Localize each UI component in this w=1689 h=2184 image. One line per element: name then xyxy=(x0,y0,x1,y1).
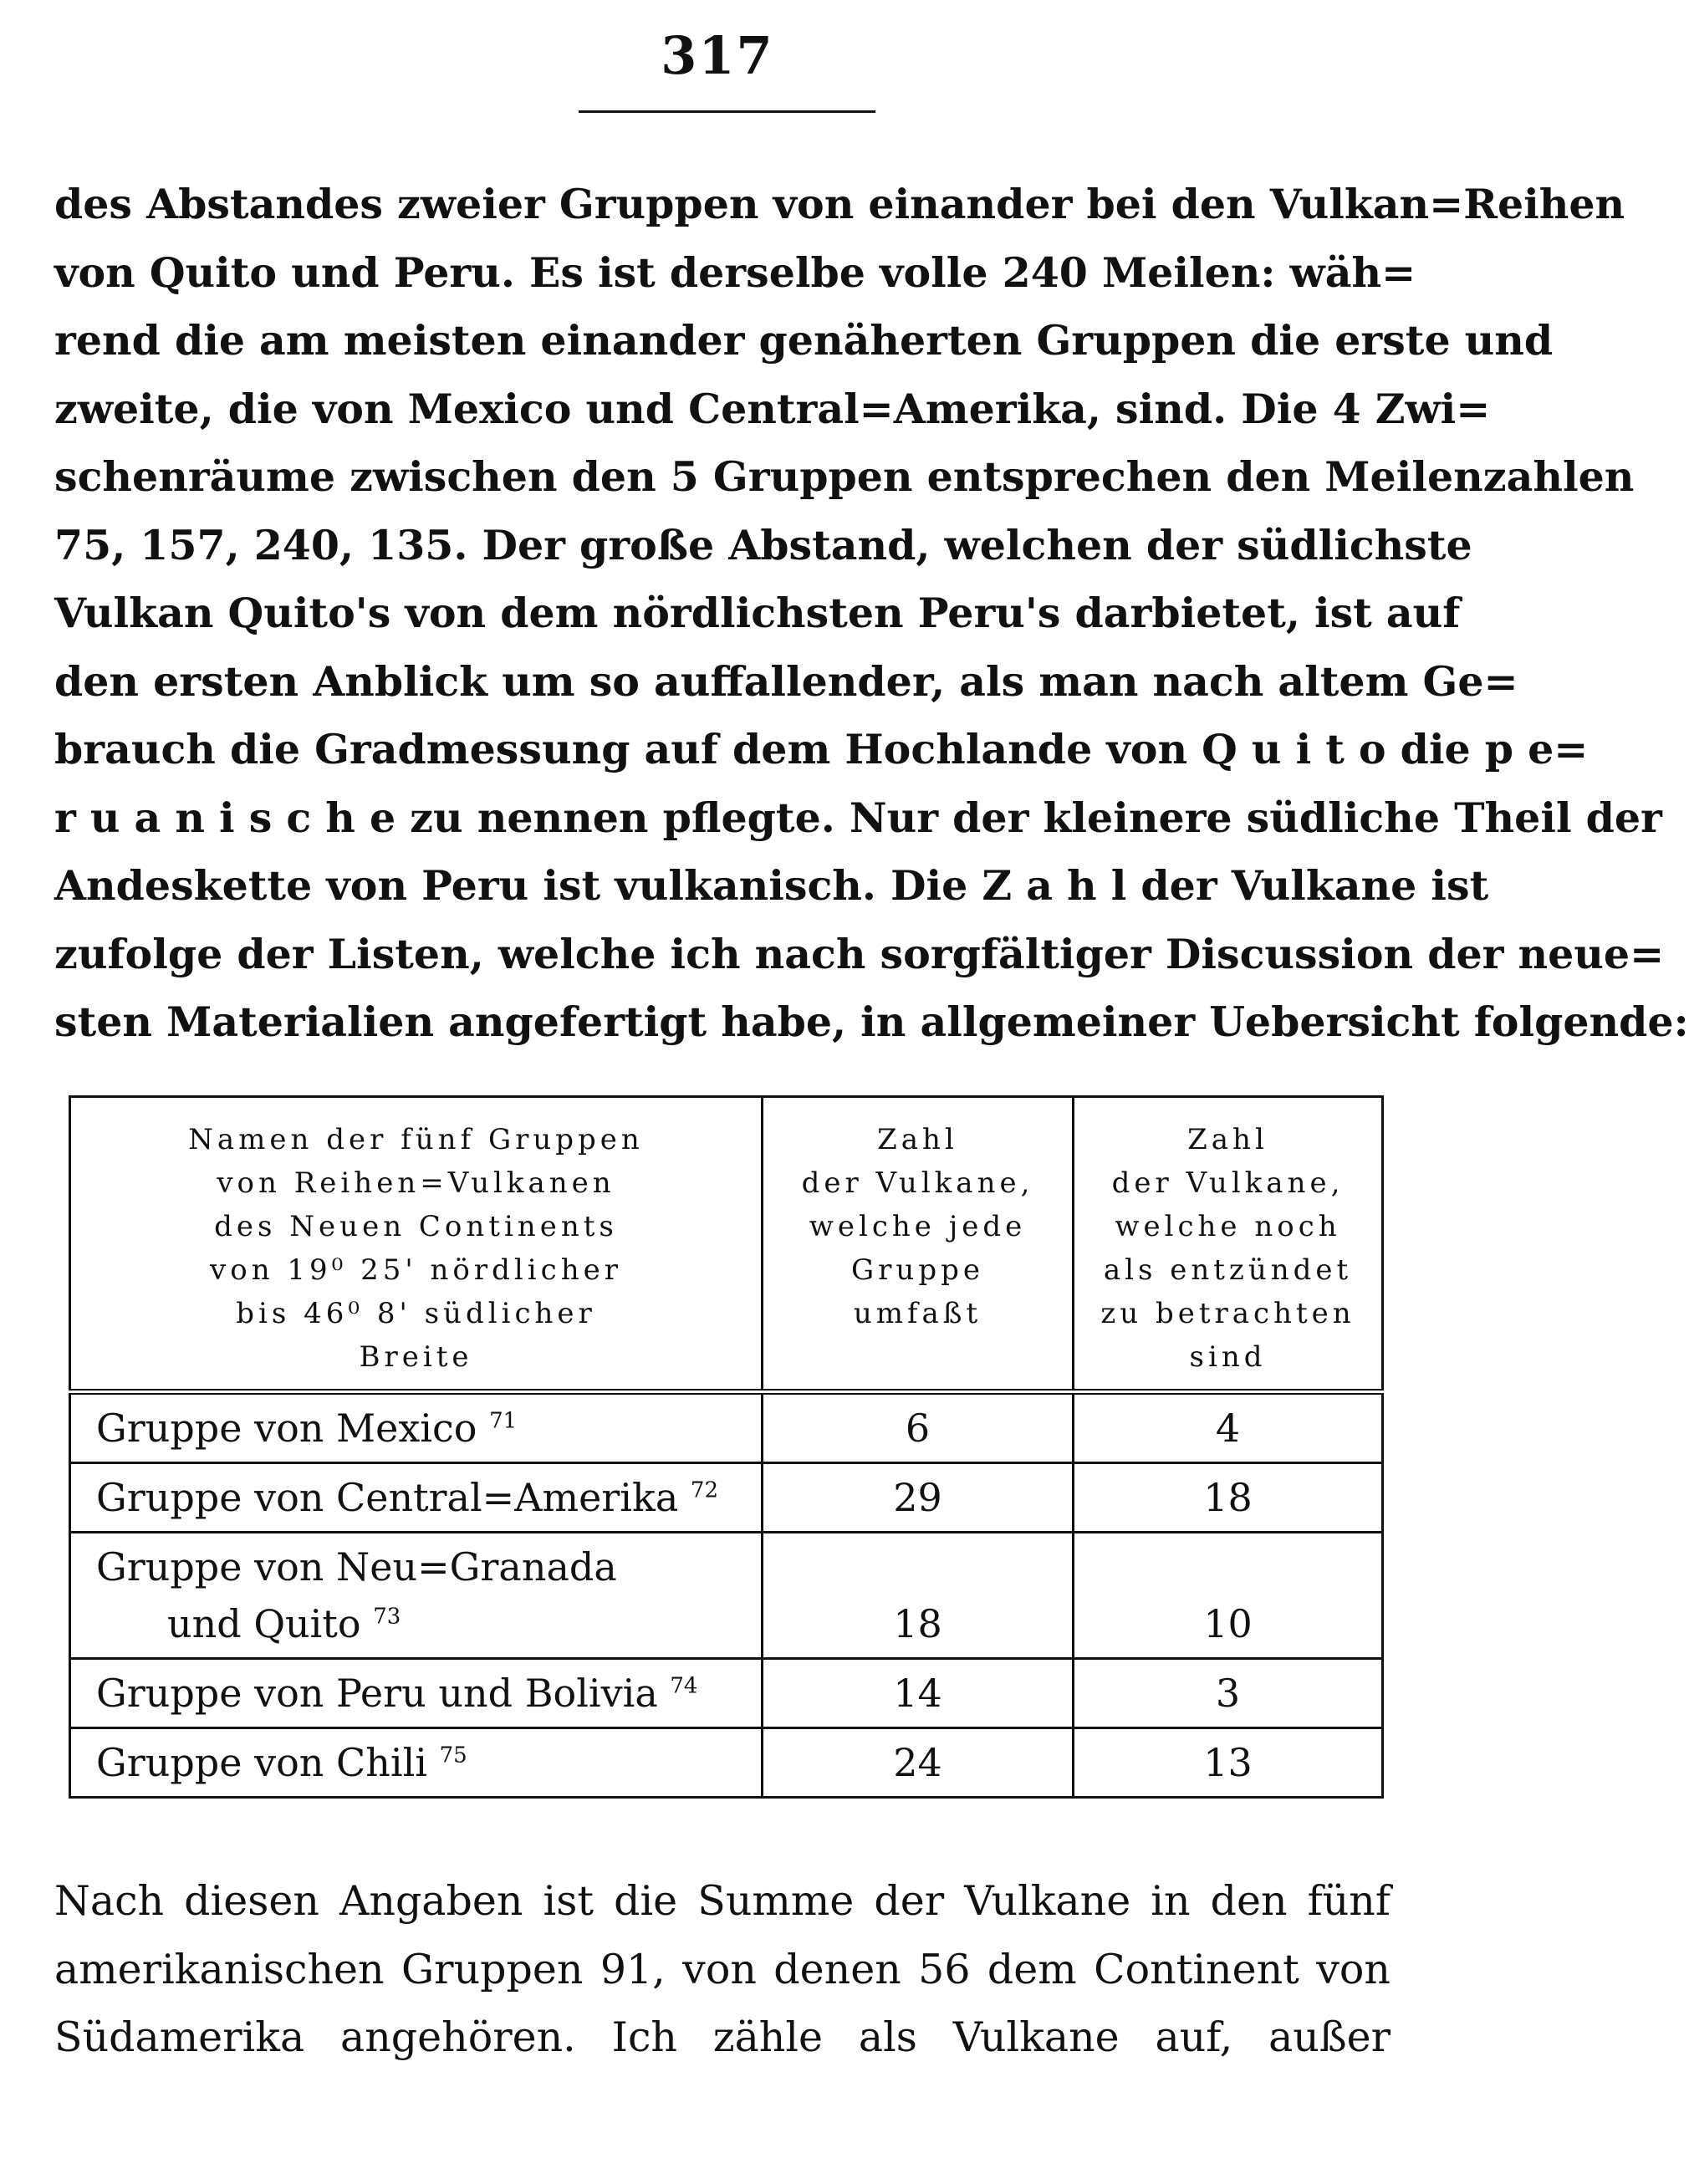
header-line: von 19⁰ 25' nördlicher xyxy=(210,1253,622,1287)
text-line: sten Materialien angefertigt habe, in allgemeiner Uebersicht folgende: xyxy=(54,998,1689,1046)
text-line: Südamerika angehören. Ich zähle als Vulkane auf, außer xyxy=(54,2013,1390,2061)
header-line: Breite xyxy=(359,1340,473,1374)
text-line: von Quito und Peru. Es ist derselbe volle 240 Meilen: wäh= xyxy=(54,247,1416,297)
header-line: Gruppe xyxy=(851,1253,984,1287)
text-line: 75, 157, 240, 135. Der große Abstand, welchen der südlichste xyxy=(54,520,1472,569)
table-row xyxy=(70,1533,1383,1659)
total-cell: 14 xyxy=(763,1659,1074,1728)
group-name-cell xyxy=(70,1463,763,1533)
volcano-groups-table xyxy=(69,1095,1381,1799)
text-line: amerikanischen Gruppen 91, von denen 56 dem Continent von xyxy=(54,1945,1390,1993)
active-cell: 4 xyxy=(1074,1392,1383,1463)
header-rule xyxy=(579,110,875,113)
header-line: zu betrachten xyxy=(1100,1297,1355,1330)
header-line: bis 46⁰ 8' südlicher xyxy=(236,1297,596,1330)
text-line: zufolge der Listen, welche ich nach sorgfältiger Discussion der neue= xyxy=(54,929,1665,978)
text-line: Nach diesen Angaben ist die Summe der Vulkane in den fünf xyxy=(54,1877,1390,1925)
header-line: Namen der fünf Gruppen xyxy=(188,1123,644,1156)
header-line: welche jede xyxy=(809,1210,1027,1243)
header-line: umfaßt xyxy=(853,1297,982,1330)
group-name: Gruppe von Central=Amerika xyxy=(96,1475,679,1520)
header-line: von Reihen=Vulkanen xyxy=(217,1166,615,1200)
text-line: rend die am meisten einander genäherten Gruppen die erste und xyxy=(54,316,1554,365)
group-name: und Quito xyxy=(167,1601,361,1646)
footnote-ref: 72 xyxy=(690,1477,719,1503)
footnote-ref: 73 xyxy=(373,1604,401,1630)
total-cell: 18 xyxy=(763,1533,1074,1659)
table-header-row xyxy=(70,1097,1383,1392)
group-name: Gruppe von Chili xyxy=(96,1740,427,1785)
active-cell: 3 xyxy=(1074,1659,1383,1728)
total-cell: 29 xyxy=(763,1463,1074,1533)
table xyxy=(69,1095,1384,1799)
page-number: 317 xyxy=(661,25,774,86)
group-name-line xyxy=(96,1595,736,1652)
header-volcano-count xyxy=(763,1097,1074,1392)
header-line: der Vulkane, xyxy=(1111,1166,1345,1200)
table-row xyxy=(70,1392,1383,1463)
header-line: des Neuen Continents xyxy=(214,1210,618,1243)
header-line: als entzündet xyxy=(1103,1253,1353,1287)
active-cell: 13 xyxy=(1074,1728,1383,1798)
group-name-cell xyxy=(70,1728,763,1798)
group-name-cell xyxy=(70,1533,763,1659)
text-line: schenräume zwischen den 5 Gruppen entsprechen den Meilenzahlen xyxy=(54,452,1635,501)
active-cell: 10 xyxy=(1074,1533,1383,1659)
table-row xyxy=(70,1659,1383,1728)
total-cell: 24 xyxy=(763,1728,1074,1798)
group-name-cell xyxy=(70,1392,763,1463)
header-line: Zahl xyxy=(1187,1123,1268,1156)
header-line: der Vulkane, xyxy=(801,1166,1034,1200)
table-row xyxy=(70,1463,1383,1533)
group-name: Gruppe von Mexico xyxy=(96,1406,477,1451)
header-active-count xyxy=(1074,1097,1383,1392)
header-group-names xyxy=(70,1097,763,1392)
footnote-ref: 75 xyxy=(439,1743,467,1768)
text-line: Vulkan Quito's von dem nördlichsten Peru's darbietet, ist auf xyxy=(54,589,1461,637)
text-line: des Abstandes zweier Gruppen von einander bei den Vulkan=Reihen xyxy=(54,180,1625,228)
group-name: Gruppe von Peru und Bolivia xyxy=(96,1671,658,1716)
footnote-ref: 74 xyxy=(670,1673,698,1699)
header-line: Zahl xyxy=(877,1123,958,1156)
paragraph-summary xyxy=(54,1867,1390,2072)
paragraph-intro xyxy=(54,171,1689,1057)
header-line: sind xyxy=(1189,1340,1267,1374)
group-name-cell xyxy=(70,1659,763,1728)
total-cell: 6 xyxy=(763,1392,1074,1463)
group-name-line: Gruppe von Neu=Granada xyxy=(96,1544,617,1590)
table-row xyxy=(70,1728,1383,1798)
text-line: r u a n i s c h e zu nennen pflegte. Nur der kleinere südliche Theil der xyxy=(54,793,1662,842)
text-line: Andeskette von Peru ist vulkanisch. Die Z a h l der Vulkane ist xyxy=(54,861,1489,910)
header-line: welche noch xyxy=(1115,1210,1341,1243)
footnote-ref: 71 xyxy=(489,1408,518,1434)
text-line: zweite, die von Mexico und Central=Amerika, sind. Die 4 Zwi= xyxy=(54,384,1491,433)
text-line: brauch die Gradmessung auf dem Hochlande von Q u i t o die p e= xyxy=(54,725,1589,773)
active-cell: 18 xyxy=(1074,1463,1383,1533)
text-line: den ersten Anblick um so auffallender, als man nach altem Ge= xyxy=(54,656,1518,706)
